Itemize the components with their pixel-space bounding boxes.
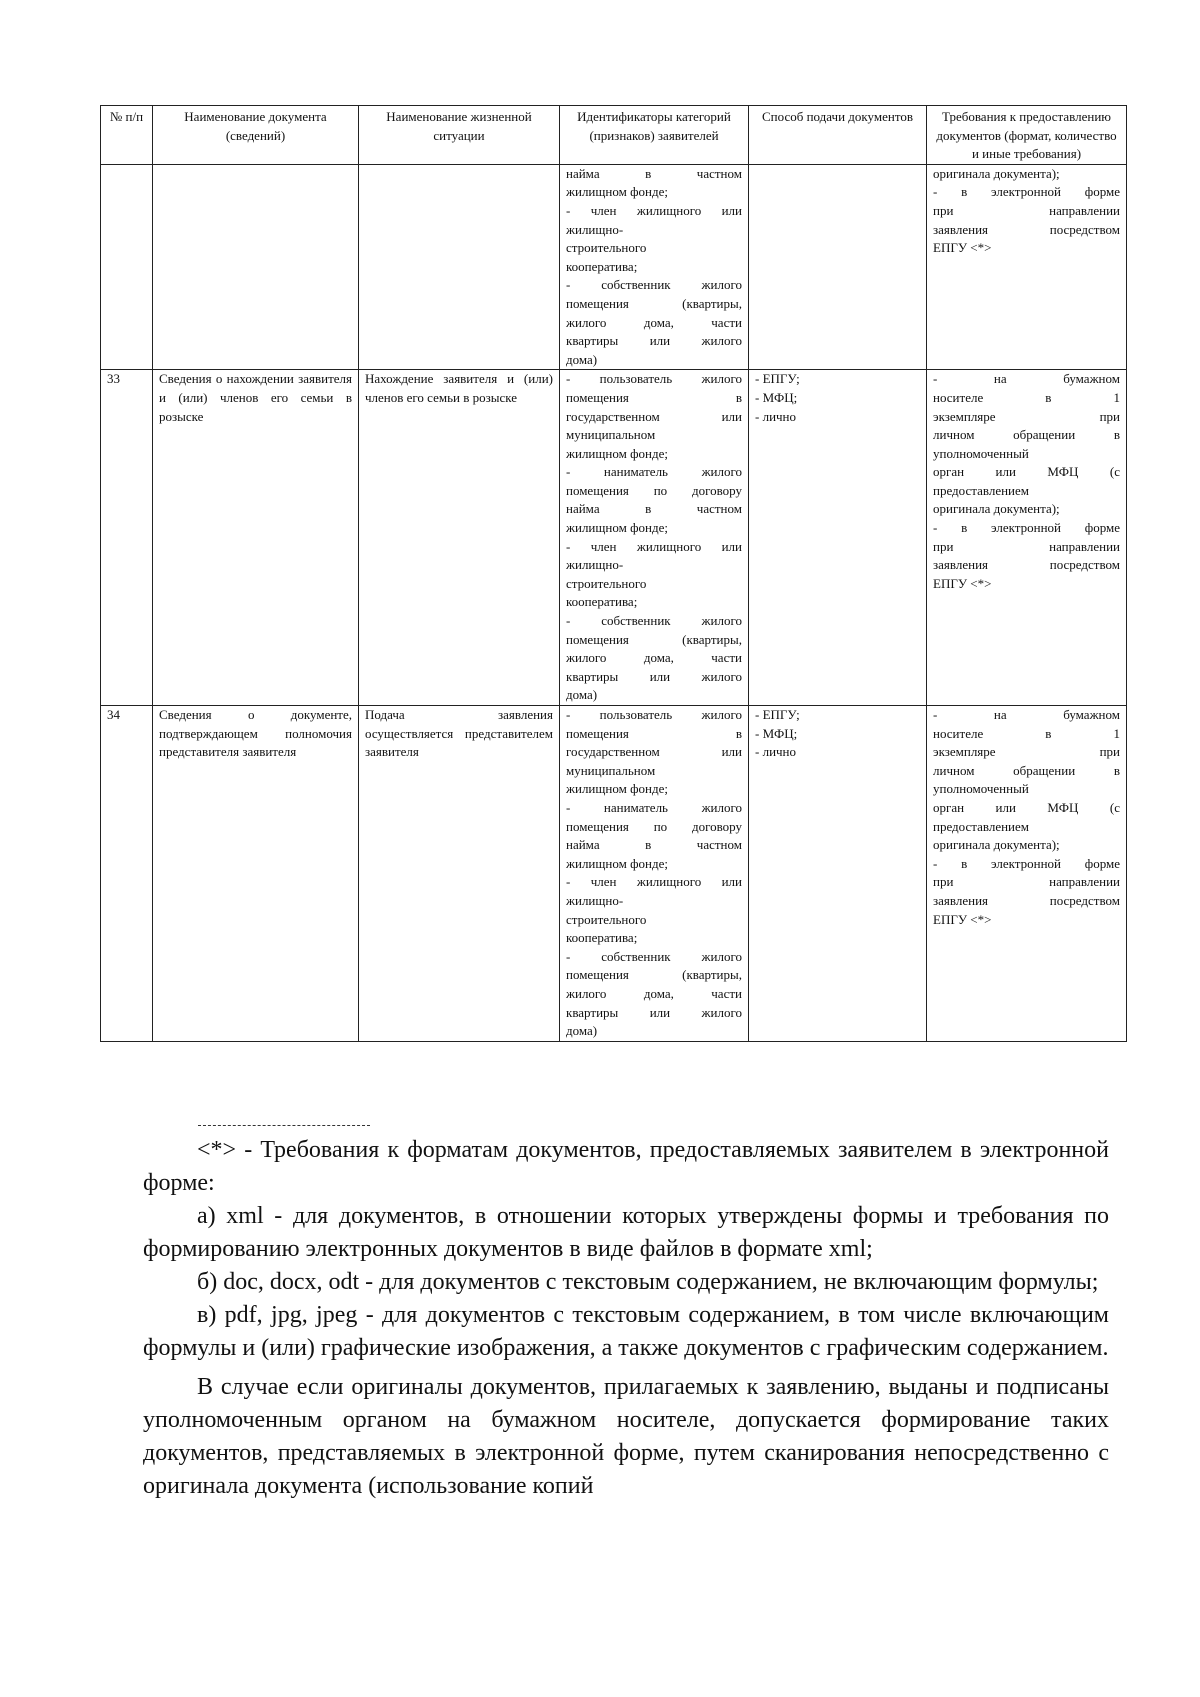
row-document-name: Сведения о документе, подтверждающем полномочия представителя заявителя: [153, 706, 359, 1042]
method-line: - ЕПГУ;: [755, 371, 800, 387]
identifier-line: помещения в: [566, 389, 742, 405]
footnote-paragraph: в) pdf, jpg, jpeg - для документов с текстовым содержанием, в том числе включающим формулы и (или) графические изображения, а также документов с графическим содержанием.: [143, 1302, 1109, 1361]
identifier-line: - собственник жилого: [566, 613, 742, 629]
identifier-line: - член жилищного или: [566, 874, 742, 890]
identifier-line: - член жилищного или: [566, 538, 742, 554]
body-paragraph: В случае если оригиналы документов, прилагаемых к заявлению, выданы и подписаны уполномоченным органом на бумажном носителе, допускается формирование таких документов, представляемых в электронной форме, путем сканирования непосредственно с оригинала документа (использование копий: [143, 1374, 1109, 1499]
method-line: - МФЦ;: [755, 725, 798, 741]
requirement-line: уполномоченный: [933, 445, 1029, 461]
requirement-line: оригинала документа);: [933, 837, 1060, 853]
identifier-line: жилищно-: [566, 892, 624, 908]
identifier-line: жилищно-: [566, 221, 624, 237]
table-row: [101, 164, 1127, 370]
header-requirements: Требования к предоставлению документов (формат, количество и иные требования): [927, 106, 1127, 165]
identifier-line: жилищном фонде;: [566, 445, 668, 461]
identifier-line: помещения в: [566, 725, 742, 741]
method-line: - ЕПГУ;: [755, 707, 800, 722]
identifier-line: муниципальном: [566, 762, 656, 778]
row-identifiers: [560, 706, 749, 1042]
identifier-line: - пользователь жилого: [566, 707, 742, 722]
identifier-line: найма в частном: [566, 837, 742, 853]
requirements-table: [100, 105, 1127, 1042]
identifier-line: жилищно-: [566, 557, 624, 573]
header-applicant-identifiers: Идентификаторы категорий (признаков) заявителей: [560, 106, 749, 165]
requirement-line: оригинала документа);: [933, 501, 1060, 517]
row-life-situation: Нахождение заявителя и (или) членов его семьи в розыске: [359, 370, 560, 706]
row-requirements: [927, 164, 1127, 370]
table-row: [101, 706, 1127, 1042]
identifier-line: квартиры или жилого: [566, 1004, 742, 1020]
requirement-line: предоставлением: [933, 818, 1030, 834]
identifier-line: помещения по договору: [566, 482, 742, 498]
footnote-paragraph: б) doc, docx, odt - для документов с текстовым содержанием, не включающим формулы;: [197, 1269, 1099, 1295]
requirement-line: экземпляре при: [933, 408, 1120, 424]
row-requirements: [927, 706, 1127, 1042]
requirement-line: предоставлением: [933, 482, 1030, 498]
identifier-line: квартиры или жилого: [566, 668, 742, 684]
row-number: 33: [101, 370, 153, 706]
identifier-line: жилищном фонде;: [566, 781, 668, 797]
identifier-line: помещения (квартиры,: [566, 295, 742, 311]
requirement-line: носителе в 1: [933, 389, 1120, 405]
identifier-line: кооператива;: [566, 594, 638, 610]
requirement-line: орган или МФЦ (с: [933, 799, 1120, 815]
identifier-line: дома): [566, 687, 598, 703]
row-identifiers: [560, 164, 749, 370]
method-line: - МФЦ;: [755, 389, 798, 405]
identifier-line: - собственник жилого: [566, 948, 742, 964]
identifier-line: дома): [566, 351, 598, 367]
identifier-line: найма в частном: [566, 165, 742, 181]
row-document-name: Сведения о нахождении заявителя и (или) членов его семьи в розыске: [153, 370, 359, 706]
requirement-line: экземпляре при: [933, 744, 1120, 760]
identifier-line: дома): [566, 1023, 598, 1039]
requirement-line: орган или МФЦ (с: [933, 464, 1120, 480]
requirement-line: оригинала документа);: [933, 165, 1060, 181]
identifier-line: муниципальном: [566, 427, 656, 443]
header-number: № п/п: [101, 106, 153, 165]
row-document-name: [153, 164, 359, 370]
requirement-line: личном обращении в: [933, 762, 1120, 778]
identifier-line: жилого дома, части: [566, 985, 742, 1001]
requirement-line: - на бумажном: [933, 707, 1120, 722]
identifier-line: кооператива;: [566, 258, 638, 274]
row-methods: [749, 370, 927, 706]
identifier-line: помещения по договору: [566, 818, 742, 834]
requirement-line: уполномоченный: [933, 781, 1029, 797]
footnote-divider: [198, 1125, 370, 1126]
row-identifiers: [560, 370, 749, 706]
requirement-line: личном обращении в: [933, 427, 1120, 443]
method-line: - лично: [755, 744, 797, 760]
row-number: [101, 164, 153, 370]
identifier-line: кооператива;: [566, 930, 638, 946]
identifier-line: жилого дома, части: [566, 314, 742, 330]
requirement-line: - на бумажном: [933, 371, 1120, 387]
identifier-line: квартиры или жилого: [566, 333, 742, 349]
requirement-line: - в электронной форме: [933, 520, 1120, 536]
identifier-line: жилищном фонде;: [566, 855, 668, 871]
identifier-line: - пользователь жилого: [566, 371, 742, 387]
footnote-paragraph: а) xml - для документов, в отношении которых утверждены формы и требования по формированию электронных документов в виде файлов в формате xml;: [143, 1203, 1109, 1262]
identifier-line: государственном или: [566, 744, 742, 760]
requirement-line: ЕПГУ <*>: [933, 911, 992, 927]
table-row: [101, 370, 1127, 706]
requirement-line: заявления посредством: [933, 221, 1120, 237]
requirement-line: ЕПГУ <*>: [933, 575, 992, 591]
identifier-line: найма в частном: [566, 501, 742, 517]
requirement-line: при направлении: [933, 874, 1120, 890]
requirement-line: заявления посредством: [933, 557, 1120, 573]
identifier-line: помещения (квартиры,: [566, 967, 742, 983]
row-methods: [749, 706, 927, 1042]
footnote-text: [143, 1134, 1109, 1503]
identifier-line: - собственник жилого: [566, 277, 742, 293]
row-life-situation: [359, 164, 560, 370]
requirement-line: - в электронной форме: [933, 855, 1120, 871]
identifier-line: жилищном фонде;: [566, 520, 668, 536]
requirement-line: заявления посредством: [933, 892, 1120, 908]
footnote-paragraph: <*> - Требования к форматам документов, предоставляемых заявителем в электронной форме:: [143, 1137, 1109, 1196]
requirement-line: носителе в 1: [933, 725, 1120, 741]
identifier-line: строительного: [566, 240, 647, 256]
identifier-line: строительного: [566, 575, 647, 591]
requirement-line: при направлении: [933, 538, 1120, 554]
row-number: 34: [101, 706, 153, 1042]
row-life-situation: Подача заявления осуществляется представителем заявителя: [359, 706, 560, 1042]
header-submission-method: Способ подачи документов: [749, 106, 927, 165]
identifier-line: помещения (квартиры,: [566, 631, 742, 647]
row-methods: [749, 164, 927, 370]
identifier-line: строительного: [566, 911, 647, 927]
requirement-line: - в электронной форме: [933, 184, 1120, 200]
requirement-line: при направлении: [933, 202, 1120, 218]
requirement-line: ЕПГУ <*>: [933, 240, 992, 256]
identifier-line: жилищном фонде;: [566, 184, 668, 200]
identifier-line: - наниматель жилого: [566, 464, 742, 480]
header-life-situation: Наименование жизненной ситуации: [359, 106, 560, 165]
header-document-name: Наименование документа (сведений): [153, 106, 359, 165]
row-requirements: [927, 370, 1127, 706]
table-header-row: [101, 106, 1127, 165]
method-line: - лично: [755, 408, 797, 424]
identifier-line: государственном или: [566, 408, 742, 424]
identifier-line: - член жилищного или: [566, 202, 742, 218]
identifier-line: - наниматель жилого: [566, 799, 742, 815]
identifier-line: жилого дома, части: [566, 650, 742, 666]
